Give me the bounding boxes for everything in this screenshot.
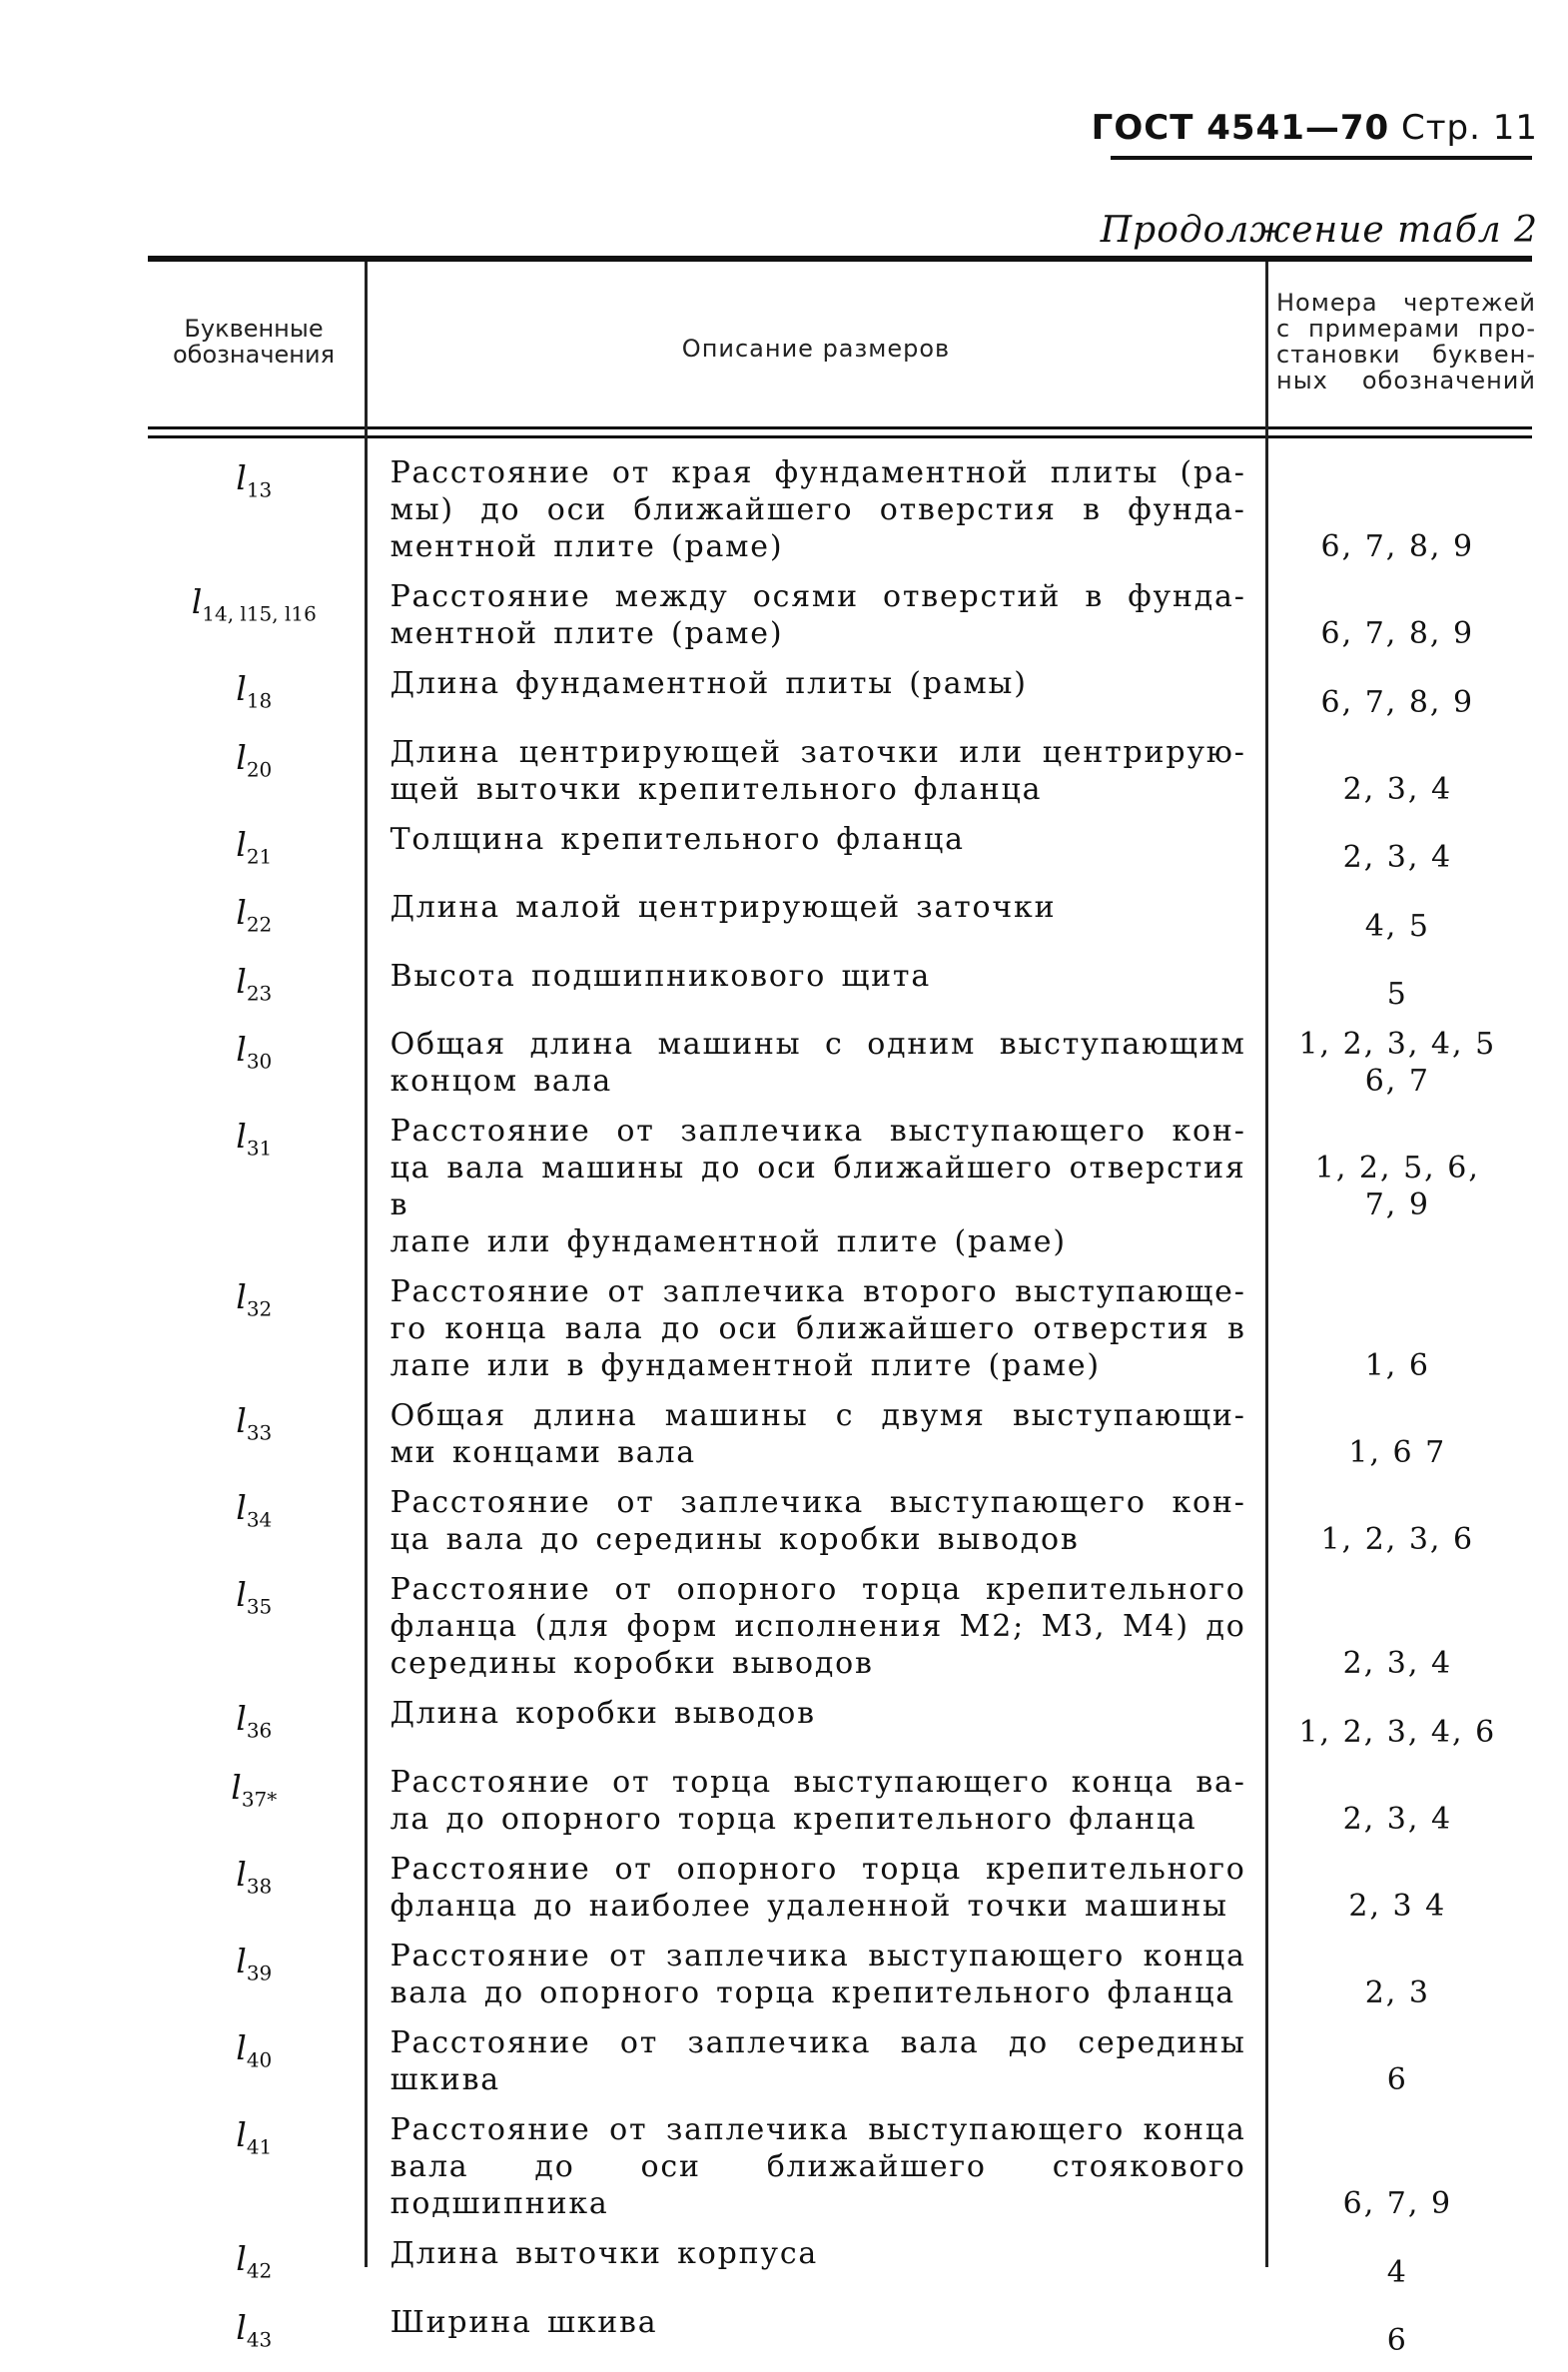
row-figure-numbers bbox=[1263, 2111, 1532, 2222]
row-figure-numbers bbox=[1263, 1851, 1532, 1925]
row-symbol bbox=[148, 1113, 361, 1260]
table-row bbox=[148, 1764, 1532, 1838]
symbol-letter: l bbox=[236, 1941, 247, 1980]
row-description bbox=[361, 2235, 1263, 2291]
figure-number-line: 2, 3, 4 bbox=[1342, 1801, 1453, 1837]
description-line: фланца до наиболее удаленной точки машины bbox=[390, 1888, 1228, 1924]
row-description bbox=[361, 1695, 1263, 1751]
table-row bbox=[148, 2304, 1532, 2360]
symbol-letter: l bbox=[236, 1401, 247, 1441]
row-symbol bbox=[148, 578, 361, 652]
table-continuation-label: Продолжение табл 2 bbox=[1100, 210, 1538, 251]
table-top-rule bbox=[148, 256, 1532, 262]
column-header-symbol bbox=[150, 316, 358, 368]
row-symbol bbox=[148, 1851, 361, 1925]
table-row bbox=[148, 1026, 1532, 1100]
symbol-subscript: 37* bbox=[241, 1787, 278, 1812]
description-line: ментной плите (раме) bbox=[390, 529, 784, 564]
symbol-letter: l bbox=[236, 1030, 247, 1070]
symbol-letter: l bbox=[236, 1575, 247, 1615]
symbol-letter: l bbox=[236, 1699, 247, 1739]
description-line: Длина малой центрирующей заточки bbox=[390, 890, 1057, 926]
symbol-letter: l bbox=[236, 893, 247, 933]
standard-number: ГОСТ 4541—70 bbox=[1091, 108, 1390, 148]
figure-number-line: 1, 2, 3, 4, 5 bbox=[1298, 1027, 1497, 1063]
row-description bbox=[361, 1851, 1263, 1925]
table-row bbox=[148, 958, 1532, 1014]
symbol-subscript: 41 bbox=[246, 2134, 273, 2159]
table-header-rule-second bbox=[148, 435, 1532, 438]
table-row bbox=[148, 734, 1532, 808]
figure-number-line: 2, 3 4 bbox=[1348, 1888, 1447, 1924]
row-symbol bbox=[148, 1273, 361, 1384]
row-figure-numbers bbox=[1263, 821, 1532, 877]
row-symbol bbox=[148, 1397, 361, 1471]
symbol-subscript: 36 bbox=[246, 1718, 273, 1743]
symbol-letter: l bbox=[191, 582, 203, 621]
table-header-rule bbox=[148, 426, 1532, 429]
row-figure-numbers bbox=[1263, 1273, 1532, 1384]
table-row bbox=[148, 889, 1532, 945]
symbol-subscript: 32 bbox=[246, 1296, 273, 1321]
row-symbol bbox=[148, 889, 361, 945]
row-description bbox=[361, 1764, 1263, 1838]
row-symbol bbox=[148, 1764, 361, 1838]
table-row bbox=[148, 1938, 1532, 2011]
symbol-subscript: 18 bbox=[246, 688, 273, 713]
description-line: лапе или фундаментной плите (раме) bbox=[390, 1224, 1067, 1260]
row-description bbox=[361, 1273, 1263, 1384]
description-line: вала до оси ближайшего стоякового подшипника bbox=[390, 2148, 1246, 2221]
symbol-letter: l bbox=[236, 2238, 247, 2278]
table-row bbox=[148, 578, 1532, 652]
table-row bbox=[148, 454, 1532, 565]
column-header-figures bbox=[1276, 290, 1536, 394]
symbol-subscript: 35 bbox=[246, 1594, 273, 1619]
symbol-subscript: 38 bbox=[246, 1874, 273, 1899]
row-description bbox=[361, 578, 1263, 652]
description-line: Общая длина машины с двумя выступающи- bbox=[390, 1398, 1246, 1434]
column-header-figures-line: Номера чертежей bbox=[1276, 289, 1536, 317]
row-description bbox=[361, 665, 1263, 721]
table-row bbox=[148, 2111, 1532, 2222]
symbol-letter: l bbox=[236, 961, 247, 1001]
page-number: Стр. 11 bbox=[1400, 108, 1538, 148]
row-description bbox=[361, 1938, 1263, 2011]
row-figure-numbers bbox=[1263, 2304, 1532, 2360]
row-description bbox=[361, 958, 1263, 1014]
row-description bbox=[361, 454, 1263, 565]
symbol-subscript: 33 bbox=[246, 1420, 273, 1445]
symbol-letter: l bbox=[236, 458, 247, 497]
row-symbol bbox=[148, 1026, 361, 1100]
description-line: Длина коробки выводов bbox=[390, 1696, 816, 1732]
row-description bbox=[361, 2304, 1263, 2360]
row-description bbox=[361, 2024, 1263, 2098]
row-figure-numbers bbox=[1263, 1484, 1532, 1558]
description-line: Расстояние между осями отверстий в фунда- bbox=[390, 579, 1246, 614]
description-line: середины коробки выводов bbox=[390, 1646, 874, 1682]
symbol-letter: l bbox=[236, 1277, 247, 1317]
row-figure-numbers bbox=[1263, 1026, 1532, 1100]
figure-number-line: 7, 9 bbox=[1364, 1187, 1430, 1223]
row-figure-numbers bbox=[1263, 1571, 1532, 1682]
figure-number-line: 2, 3 bbox=[1364, 1975, 1430, 2010]
row-symbol bbox=[148, 958, 361, 1014]
table-row bbox=[148, 1851, 1532, 1925]
table-row bbox=[148, 2024, 1532, 2098]
figure-number-line: 2, 3, 4 bbox=[1342, 1646, 1453, 1682]
table-body bbox=[148, 454, 1532, 2372]
figure-number-line: 5 bbox=[1386, 977, 1408, 1013]
symbol-subscript: 20 bbox=[246, 757, 273, 782]
symbol-subscript: 22 bbox=[246, 912, 273, 937]
row-description bbox=[361, 734, 1263, 808]
symbol-subscript: 14, l15, l16 bbox=[202, 601, 317, 626]
symbol-subscript: 40 bbox=[246, 2047, 273, 2072]
figure-number-line: 6, 7 bbox=[1364, 1064, 1430, 1100]
figure-number-line: 1, 6 bbox=[1364, 1348, 1430, 1384]
table-row bbox=[148, 1484, 1532, 1558]
row-description bbox=[361, 1571, 1263, 1682]
description-line: Длина фундаментной плиты (рамы) bbox=[390, 666, 1028, 701]
description-line: ми концами вала bbox=[390, 1435, 696, 1471]
row-description bbox=[361, 1397, 1263, 1471]
row-symbol bbox=[148, 1695, 361, 1751]
row-figure-numbers bbox=[1263, 1113, 1532, 1260]
symbol-letter: l bbox=[236, 2114, 247, 2154]
symbol-letter: l bbox=[236, 669, 247, 708]
row-figure-numbers bbox=[1263, 958, 1532, 1014]
symbol-subscript: 42 bbox=[246, 2258, 273, 2283]
description-line: концом вала bbox=[390, 1064, 613, 1100]
row-figure-numbers bbox=[1263, 1764, 1532, 1838]
figure-number-line: 4 bbox=[1386, 2254, 1408, 2290]
symbol-letter: l bbox=[236, 737, 247, 777]
symbol-letter: l bbox=[236, 2027, 247, 2067]
description-line: Общая длина машины с одним выступающим bbox=[390, 1027, 1246, 1063]
description-line: Расстояние от заплечика выступающего кон- bbox=[390, 1485, 1246, 1521]
row-symbol bbox=[148, 1484, 361, 1558]
row-symbol bbox=[148, 2024, 361, 2098]
description-line: Расстояние от заплечика выступающего кон- bbox=[390, 1114, 1246, 1150]
symbol-subscript: 34 bbox=[246, 1507, 273, 1532]
table-row bbox=[148, 1273, 1532, 1384]
row-description bbox=[361, 1113, 1263, 1260]
description-line: Высота подшипникового щита bbox=[390, 958, 932, 994]
description-line: Расстояние от заплечика выступающего конца bbox=[390, 2111, 1246, 2147]
figure-number-line: 1, 2, 5, 6, bbox=[1314, 1151, 1480, 1186]
row-description bbox=[361, 2111, 1263, 2222]
figure-number-line: 6, 7, 8, 9 bbox=[1320, 684, 1475, 720]
row-figure-numbers bbox=[1263, 734, 1532, 808]
row-figure-numbers bbox=[1263, 2024, 1532, 2098]
description-line: Длина центрирующей заточки или центрирую- bbox=[390, 734, 1246, 770]
figure-number-line: 4, 5 bbox=[1364, 908, 1430, 944]
column-header-symbol-line: обозначения bbox=[173, 341, 335, 369]
column-header-symbol-line: Буквенные bbox=[184, 315, 324, 343]
figure-number-line: 1, 6 7 bbox=[1348, 1435, 1447, 1471]
description-line: ца вала до середины коробки выводов bbox=[390, 1522, 1080, 1558]
row-symbol bbox=[148, 734, 361, 808]
description-line: шкива bbox=[390, 2061, 500, 2097]
description-line: лапе или в фундаментной плите (раме) bbox=[390, 1348, 1101, 1384]
table-row bbox=[148, 1113, 1532, 1260]
description-line: Расстояние от края фундаментной плиты (ра- bbox=[390, 455, 1246, 490]
table-row bbox=[148, 821, 1532, 877]
row-symbol bbox=[148, 454, 361, 565]
row-figure-numbers bbox=[1263, 665, 1532, 721]
symbol-subscript: 43 bbox=[246, 2327, 273, 2352]
description-line: Расстояние от опорного торца крепительного bbox=[390, 1851, 1246, 1887]
table-row bbox=[148, 665, 1532, 721]
description-line: Расстояние от заплечика выступающего конца bbox=[390, 1938, 1246, 1974]
row-symbol bbox=[148, 1571, 361, 1682]
description-line: го конца вала до оси ближайшего отверстия в bbox=[390, 1311, 1246, 1347]
row-description bbox=[361, 821, 1263, 877]
symbol-letter: l bbox=[236, 1488, 247, 1528]
figure-number-line: 1, 2, 3, 6 bbox=[1320, 1522, 1475, 1558]
row-figure-numbers bbox=[1263, 889, 1532, 945]
row-symbol bbox=[148, 2304, 361, 2360]
row-description bbox=[361, 1026, 1263, 1100]
header-rule bbox=[1111, 156, 1532, 160]
description-line: ла до опорного торца крепительного фланца bbox=[390, 1801, 1197, 1837]
row-description bbox=[361, 889, 1263, 945]
symbol-letter: l bbox=[231, 1767, 242, 1807]
column-header-figures-line: с примерами про- bbox=[1276, 315, 1536, 343]
row-symbol bbox=[148, 821, 361, 877]
description-line: мы) до оси ближайшего отверстия в фунда- bbox=[390, 492, 1246, 527]
column-header-figures-line: становки буквен- bbox=[1276, 341, 1536, 369]
row-symbol bbox=[148, 2111, 361, 2222]
row-figure-numbers bbox=[1263, 2235, 1532, 2291]
symbol-subscript: 31 bbox=[246, 1136, 273, 1161]
symbol-letter: l bbox=[236, 1117, 247, 1157]
row-symbol bbox=[148, 2235, 361, 2291]
description-line: щей выточки крепительного фланца bbox=[390, 771, 1043, 807]
row-figure-numbers bbox=[1263, 1695, 1532, 1751]
description-line: Расстояние от опорного торца крепительного bbox=[390, 1572, 1246, 1608]
table-row bbox=[148, 1397, 1532, 1471]
symbol-subscript: 30 bbox=[246, 1049, 273, 1074]
table-row bbox=[148, 1695, 1532, 1751]
row-figure-numbers bbox=[1263, 1938, 1532, 2011]
row-figure-numbers bbox=[1263, 1397, 1532, 1471]
figure-number-line: 6 bbox=[1386, 2061, 1408, 2097]
description-line: фланца (для форм исполнения М2; М3, М4) до bbox=[390, 1609, 1246, 1645]
symbol-letter: l bbox=[236, 1854, 247, 1894]
symbol-subscript: 39 bbox=[246, 1961, 273, 1985]
description-line: ца вала машины до оси ближайшего отверстия в bbox=[390, 1151, 1246, 1223]
description-line: Ширина шкива bbox=[390, 2304, 658, 2340]
description-line: Длина выточки корпуса bbox=[390, 2235, 819, 2271]
figure-number-line: 6, 7, 9 bbox=[1342, 2185, 1453, 2221]
symbol-letter: l bbox=[236, 2307, 247, 2347]
symbol-subscript: 21 bbox=[246, 844, 273, 869]
figure-number-line: 2, 3, 4 bbox=[1342, 840, 1453, 876]
row-description bbox=[361, 1484, 1263, 1558]
description-line: Толщина крепительного фланца bbox=[390, 821, 965, 857]
row-symbol bbox=[148, 1938, 361, 2011]
description-line: Расстояние от торца выступающего конца ва- bbox=[390, 1764, 1246, 1800]
figure-number-line: 6, 7, 8, 9 bbox=[1320, 529, 1475, 564]
description-line: вала до опорного торца крепительного фланца bbox=[390, 1975, 1235, 2010]
row-figure-numbers bbox=[1263, 454, 1532, 565]
description-line: Расстояние от заплечика второго выступающе- bbox=[390, 1274, 1246, 1310]
table-row bbox=[148, 2235, 1532, 2291]
figure-number-line: 6 bbox=[1386, 2323, 1408, 2359]
page-header bbox=[1092, 108, 1538, 148]
symbol-subscript: 23 bbox=[246, 981, 273, 1006]
symbol-subscript: 13 bbox=[246, 477, 273, 502]
description-line: Расстояние от заплечика вала до середины bbox=[390, 2024, 1246, 2060]
table-row bbox=[148, 1571, 1532, 1682]
figure-number-line: 2, 3, 4 bbox=[1342, 771, 1453, 807]
figure-number-line: 6, 7, 8, 9 bbox=[1320, 616, 1475, 651]
description-line: ментной плите (раме) bbox=[390, 616, 784, 651]
column-header-figures-line: ных обозначений bbox=[1276, 367, 1536, 395]
row-symbol bbox=[148, 665, 361, 721]
symbol-letter: l bbox=[236, 824, 247, 864]
column-header-description: Описание размеров bbox=[681, 335, 951, 363]
figure-number-line: 1, 2, 3, 4, 6 bbox=[1298, 1714, 1497, 1750]
row-figure-numbers bbox=[1263, 578, 1532, 652]
